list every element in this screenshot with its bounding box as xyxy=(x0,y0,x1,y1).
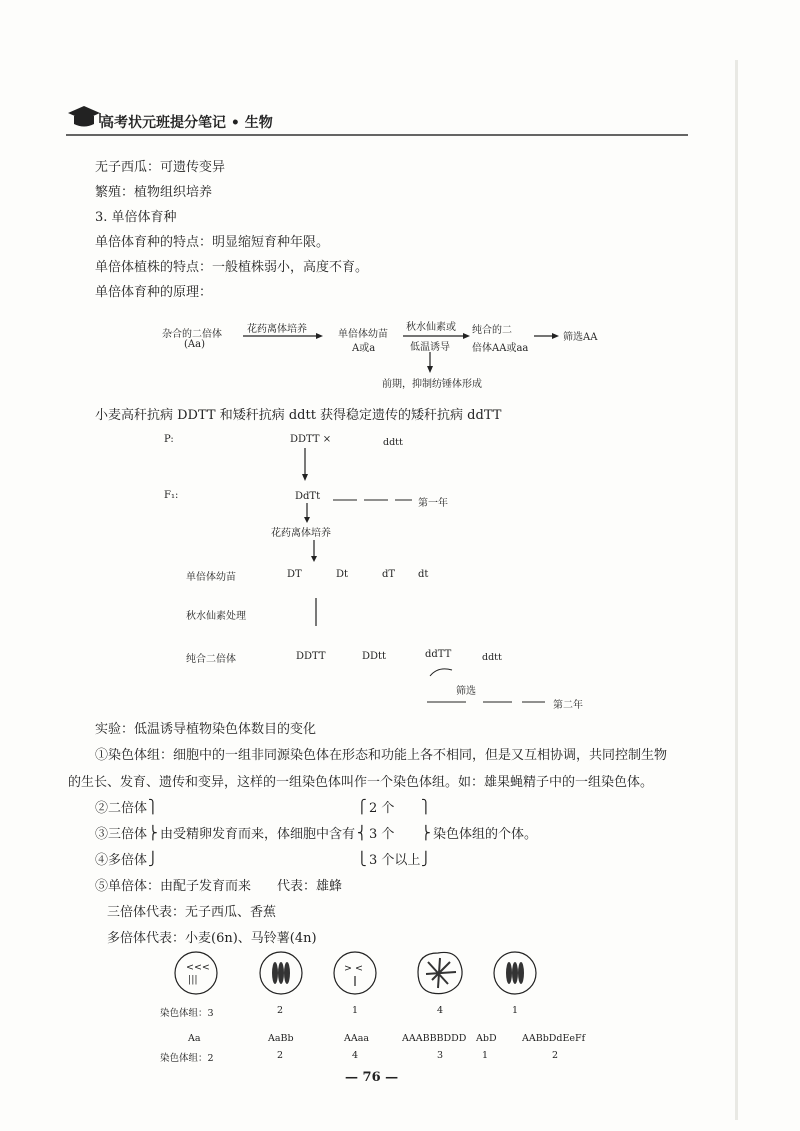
select-label: 筛选 xyxy=(456,686,476,697)
cell-diagram-2 xyxy=(260,952,302,994)
paragraph-line: ①染色体组：细胞中的一组非同源染色体在形态和功能上各不相同，但是又互相协调，共同控制生物 xyxy=(95,748,668,763)
f1-generation-label: F₁: xyxy=(164,490,179,501)
step-colchicine: 秋水仙素处理 xyxy=(186,611,246,622)
node-select-aa: 筛选AA xyxy=(563,332,598,343)
mortarboard-icon xyxy=(68,106,100,127)
node-hybrid-genotype: (Aa) xyxy=(184,339,205,350)
term-triploid: ③三倍体 xyxy=(95,827,148,842)
count-option: 3 个 xyxy=(369,827,395,842)
set-count: 2 xyxy=(552,1050,559,1061)
term-polyploid: ④多倍体 xyxy=(95,853,148,868)
principle-note: 前期，抑制纺锤体形成 xyxy=(382,379,482,390)
node-haploid-seedling: 单倍体幼苗 xyxy=(338,329,388,340)
arrow-label-anther-culture: 花药离体培养 xyxy=(247,324,307,335)
haploid-seedling-label: 单倍体幼苗 xyxy=(186,572,236,583)
p-parent-b: ddtt xyxy=(383,437,403,448)
p-generation-label: P: xyxy=(164,434,174,445)
haploid-genotype: dt xyxy=(418,569,429,580)
definition-tail: 染色体组的个体。 xyxy=(433,827,538,842)
row2-label: 染色体组：2 xyxy=(160,1053,214,1064)
arrow-label-colchicine: 秋水仙素或 xyxy=(406,322,456,333)
genotype: AaBb xyxy=(268,1033,294,1044)
cell-1-chromosomes: ||| xyxy=(188,974,198,985)
set-count: 1 xyxy=(512,1005,519,1016)
page-number: — 76 — xyxy=(345,1070,399,1085)
year-1-label: 第一年 xyxy=(418,498,448,509)
wheat-title: 小麦高秆抗病 DDTT 和矮秆抗病 ddtt 获得稳定遗传的矮秆抗病 ddTT xyxy=(95,408,502,423)
haploid-genotype: Dt xyxy=(336,569,349,580)
set-count: 2 xyxy=(277,1050,284,1061)
haploid-genotype: DT xyxy=(287,569,302,580)
text-line: 单倍体植株的特点：一般植株弱小，高度不育。 xyxy=(95,260,369,275)
cell-diagram-4 xyxy=(418,952,462,993)
cell-1-chromosomes: <<< xyxy=(186,962,210,973)
year-2-label: 第二年 xyxy=(553,700,583,711)
set-count: 4 xyxy=(437,1005,444,1016)
count-option: 3 个以上 xyxy=(369,853,421,868)
text-line: 无子西瓜：可遗传变异 xyxy=(95,160,226,175)
polyploid-examples: 多倍体代表：小麦(6n)、马铃薯(4n) xyxy=(107,931,317,946)
right-brace: ⎫ ⎬ ⎭ xyxy=(421,800,431,867)
text-line: 单倍体育种的原理： xyxy=(95,285,213,300)
genotype: AAABBBDDD xyxy=(402,1033,467,1044)
cell-diagram-1 xyxy=(175,952,217,994)
p-parent-a: DDTT × xyxy=(290,434,332,445)
header-title: 高考状元班提分笔记 • 生物 xyxy=(100,115,273,131)
pure-genotype: DDTT xyxy=(296,651,326,662)
arrow-label-low-temp: 低温诱导 xyxy=(410,342,450,353)
genotype: Aa xyxy=(188,1033,201,1044)
definition-text: 由受精卵发育而来，体细胞中含有 xyxy=(160,827,356,842)
pure-diploid-label: 纯合二倍体 xyxy=(186,654,236,665)
term-diploid: ②二倍体 xyxy=(95,801,148,816)
node-pure-genotype: 倍体AA或aa xyxy=(472,343,529,354)
haploid-genotype: dT xyxy=(382,569,396,580)
set-count: 4 xyxy=(352,1050,359,1061)
pure-genotype-selected: ddTT xyxy=(425,649,452,660)
node-haploid-genotype: A或a xyxy=(352,343,376,354)
genotype: AABbDdEeFf xyxy=(522,1033,586,1044)
section-heading: 3. 单倍体育种 xyxy=(95,210,177,225)
set-count: 1 xyxy=(482,1050,489,1061)
set-count: 2 xyxy=(277,1005,284,1016)
genotype: AAaa xyxy=(344,1033,370,1044)
row1-label: 染色体组：3 xyxy=(160,1008,214,1019)
left-brace: ⎧ ⎨ ⎩ xyxy=(357,800,367,867)
step-anther-culture: 花药离体培养 xyxy=(271,528,331,539)
pure-genotype: DDtt xyxy=(362,651,387,662)
cell-3-chromosomes: > < xyxy=(344,963,363,974)
right-brace: ⎫ ⎬ ⎭ xyxy=(148,800,158,867)
set-count: 1 xyxy=(352,1005,359,1016)
node-hybrid-diploid: 杂合的二倍体 xyxy=(162,329,222,340)
paragraph-line: 的生长、发育、遗传和变异，这样的一组染色体叫作一个染色体组。如：雄果蝇精子中的一组染色体。 xyxy=(68,775,654,790)
cell-diagram-5 xyxy=(494,952,536,994)
experiment-title: 实验：低温诱导植物染色体数目的变化 xyxy=(95,722,317,737)
haploid-definition: ⑤单倍体：由配子发育而来 代表：雄蜂 xyxy=(95,879,343,894)
pure-genotype: ddtt xyxy=(482,652,502,663)
node-pure-diploid: 纯合的二 xyxy=(472,325,512,336)
count-option: 2 个 xyxy=(369,801,395,816)
text-line: 繁殖：植物组织培养 xyxy=(95,185,213,200)
genotype: AbD xyxy=(476,1033,497,1044)
f1-genotype: DdTt xyxy=(295,491,321,502)
triploid-examples: 三倍体代表：无子西瓜、香蕉 xyxy=(107,905,277,920)
text-line: 单倍体育种的特点：明显缩短育种年限。 xyxy=(95,235,330,250)
set-count: 3 xyxy=(437,1050,444,1061)
